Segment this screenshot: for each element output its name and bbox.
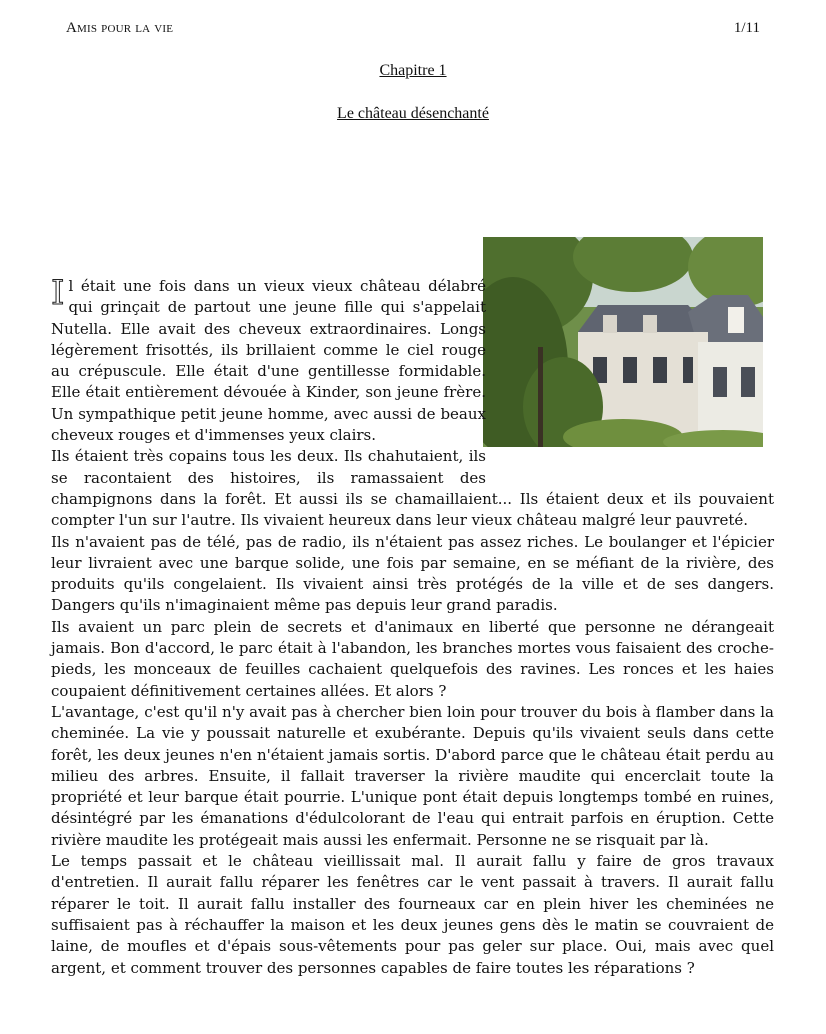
paragraph-4: Ils avaient un parc plein de secrets et d'animaux en liberté que personne ne dérangeait jamais. Bon d'accord, le parc était à l'abandon, les branches mortes vous faisaient des croche-pieds, les monceaux de feuilles cachaient quelquefois des ravines. Les ronces et les haies coupaient définitivement certaines allées. Et alors ? xyxy=(51,617,774,700)
drop-cap: I xyxy=(51,273,65,313)
story-text xyxy=(51,273,774,979)
photo-text-wrap xyxy=(486,276,774,476)
page-number: 1/11 xyxy=(733,20,760,36)
paragraph-3: Ils n'avaient pas de télé, pas de radio, ils n'étaient pas assez riches. Le boulanger et l'épicier leur livraient avec une barque solide, une fois par semaine, en se méfiant de la rivière, des produits qu'ils congelaient. Ils vivaient ainsi très protégés de la ville et de ses dangers. Dangers qu'ils n'imaginaient même pas depuis leur grand paradis. xyxy=(51,532,774,615)
chapter-label: Chapitre 1 xyxy=(379,62,447,79)
header-title: Amis pour la vie xyxy=(66,20,174,36)
chapter-title: Le château désenchanté xyxy=(337,105,489,122)
paragraph-2: Ils étaient très copains tous les deux. Ils chahutaient, ils se racontaient des histoires, ils ramassaient des champignons dans la forêt. Et aussi ils se chamaillaient... Ils étaient deux et ils pouvaient compter l'un sur l'autre. Ils vivaient heureux dans leur vieux château malgré leur pauvreté. xyxy=(51,447,774,530)
running-header xyxy=(66,20,760,42)
paragraph-5: L'avantage, c'est qu'il n'y avait pas à chercher bien loin pour trouver du bois à flamber dans la cheminée. La vie y poussait naturelle et exubérante. Depuis qu'ils vivaient seuls dans cette forêt, les deux jeunes n'en n'étaient jamais sortis. D'abord parce que le château était perdu au milieu des arbres. Ensuite, il fallait traverser la rivière maudite qui encerclait toute la propriété et leur barque était pourrie. L'unique pont était depuis longtemps tombé en ruines, désintégré par les émanations d'édulcolorant de l'eau qui entrait parfois en éruption. Cette rivière maudite les protégeait mais aussi les enfermait. Personne ne se risquait par là. xyxy=(51,702,774,849)
paragraph-6: Le temps passait et le château vieillissait mal. Il aurait fallu y faire de gros travaux d'entretien. Il aurait fallu réparer les fenêtres car le vent passait à travers. Il aurait fallu réparer le toit. Il aurait fallu installer des fourneaux car en plein hiver les cheminées ne suffisaient pas à réchauffer la maison et les deux jeunes gens dès le matin se couvraient de laine, de moufles et d'épais sous-vêtements pour pas geler sur place. Oui, mais avec quel argent, et comment trouver des personnes capables de faire toutes les réparations ? xyxy=(51,852,774,977)
paragraph-1-text: l était une fois dans un vieux vieux château délabré qui grinçait de partout une jeune fille qui s'appelait Nutella. Elle avait des cheveux extraordinaires. Longs légèrement frisottés, ils brillaient comme le ciel rouge au crépuscule. Elle était d'une gentillesse formidable. Elle était entièrement dévouée à Kinder, son jeune frère. Un sympathique petit jeune homme, avec aussi de beaux cheveux rouges et d'immenses yeux clairs. xyxy=(51,277,486,445)
